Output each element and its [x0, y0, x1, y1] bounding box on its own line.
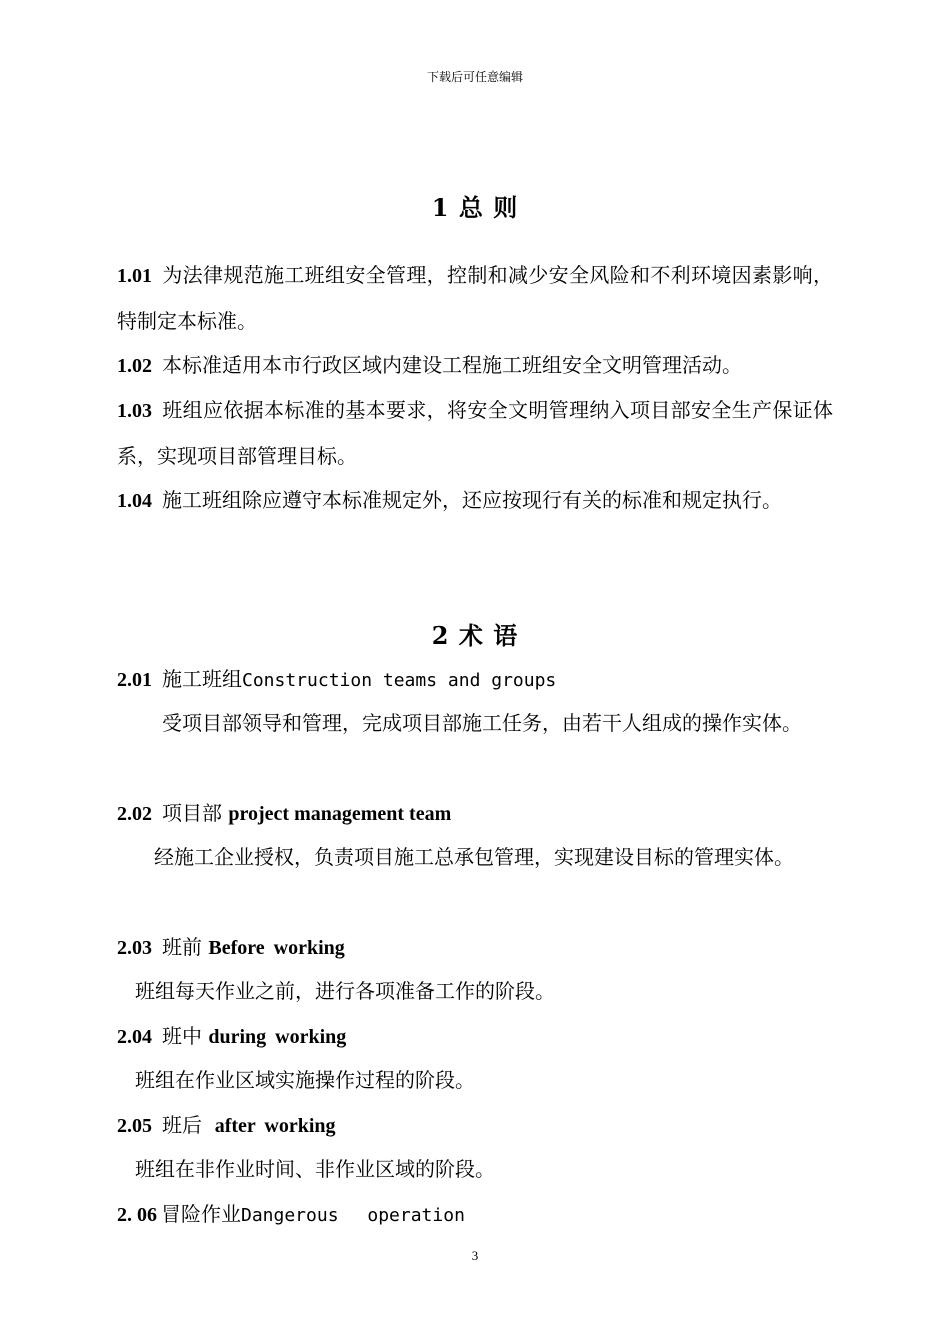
term-en: Before working [208, 937, 345, 959]
clause-1-01 [117, 253, 833, 344]
clause-1-02 [117, 343, 833, 389]
term-zh: 班前 [162, 935, 202, 959]
term-2-01-heading [117, 664, 833, 696]
clause-number: 1.01 [117, 265, 152, 287]
clause-text: 施工班组除应遵守本标准规定外，还应按现行有关的标准和规定执行。 [162, 488, 782, 512]
clause-number: 1.03 [117, 400, 152, 422]
term-2-05-heading [117, 1110, 833, 1141]
term-2-04-definition: 班组在作业区域实施操作过程的阶段。 [135, 1068, 475, 1092]
term-number: 2.04 [117, 1026, 152, 1048]
header-note: 下载后可任意编辑 [426, 70, 523, 84]
term-en: after working [214, 1115, 336, 1137]
term-zh: 班中 [162, 1024, 202, 1048]
term-number: 2.05 [117, 1115, 152, 1137]
term-2-02-definition: 经施工企业授权，负责项目施工总承包管理，实现建设目标的管理实体。 [154, 845, 794, 869]
term-zh: 项目部 [162, 801, 222, 825]
term-zh: 班后 [162, 1113, 202, 1137]
clause-text: 本标准适用本市行政区域内建设工程施工班组安全文明管理活动。 [162, 353, 742, 377]
clause-text: 班组应依据本标准的基本要求，将安全文明管理纳入项目部安全生产保证体系，实现项目部管理目标。 [117, 398, 833, 468]
term-2-03-heading [117, 932, 833, 963]
term-number: 2. 06 [117, 1204, 157, 1226]
term-2-02-heading [117, 798, 833, 829]
clause-number: 1.04 [117, 490, 152, 512]
term-number: 2.03 [117, 937, 152, 959]
term-2-01-definition: 受项目部领导和管理，完成项目部施工任务，由若干人组成的操作实体。 [162, 711, 802, 735]
clause-1-03 [117, 388, 833, 479]
section-2-title: 2 术 语 [431, 621, 519, 650]
term-en: during working [208, 1026, 347, 1048]
clause-1-04 [117, 478, 833, 524]
clause-number: 1.02 [117, 355, 152, 377]
term-number: 2.02 [117, 803, 152, 825]
clause-text: 为法律规范施工班组安全管理，控制和减少安全风险和不利环境因素影响，特制定本标准。 [117, 263, 833, 333]
term-number: 2.01 [117, 669, 152, 691]
term-zh: 施工班组 [162, 667, 242, 691]
term-2-06-heading [117, 1199, 833, 1231]
page-number: 3 [471, 1248, 479, 1263]
term-en: Construction teams and groups [242, 670, 557, 691]
section-1-title: 1 总 则 [431, 193, 519, 222]
term-en: project management team [228, 803, 452, 825]
term-2-03-definition: 班组每天作业之前，进行各项准备工作的阶段。 [135, 979, 555, 1003]
term-en: Dangerous operation [241, 1205, 465, 1226]
term-2-05-definition: 班组在非作业时间、非作业区域的阶段。 [135, 1157, 495, 1181]
term-2-04-heading [117, 1021, 833, 1052]
term-zh: 冒险作业 [161, 1202, 241, 1226]
